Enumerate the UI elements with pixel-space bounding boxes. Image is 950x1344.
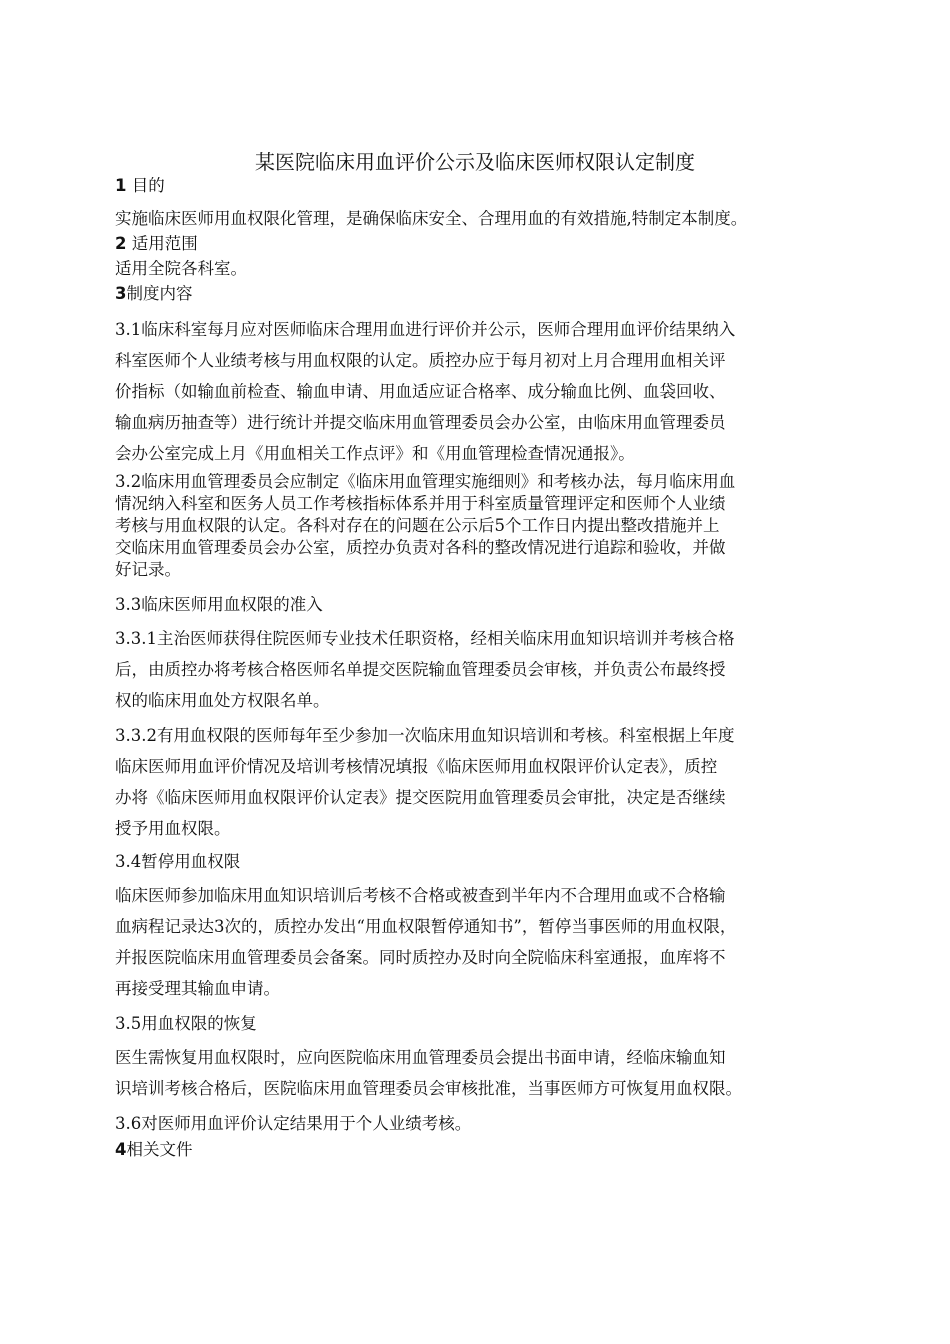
heading-3-3 bbox=[115, 593, 855, 617]
paragraph-line: 识培训考核合格后，医院临床用血管理委员会审核批准，当事医师方可恢复用血权限。 bbox=[115, 1079, 742, 1098]
paragraph-line: 好记录。 bbox=[115, 560, 181, 579]
paragraph-line: 3.6对医师用血评价认定结果用于个人业绩考核。 bbox=[115, 1114, 472, 1133]
paragraph-line: 3.3.1主治医师获得住院医师专业技术任职资格，经相关临床用血知识培训并考核合格 bbox=[115, 629, 735, 648]
paragraph-3-1 bbox=[115, 314, 855, 469]
paragraph-line: 交临床用血管理委员会办公室，质控办负责对各科的整改情况进行追踪和验收，并做 bbox=[115, 538, 726, 557]
section-2-heading bbox=[115, 232, 855, 256]
section-1-text bbox=[115, 206, 855, 232]
paragraph-line: 血病程记录达3次的，质控办发出“用血权限暂停通知书”，暂停当事医师的用血权限， bbox=[115, 917, 737, 936]
paragraph-3-4 bbox=[115, 880, 855, 1004]
paragraph-line: 科室医师个人业绩考核与用血权限的认定。质控办应于每月初对上月合理用血相关评 bbox=[115, 351, 726, 370]
paragraph-line: 适用全院各科室。 bbox=[115, 259, 247, 278]
paragraph-3-6 bbox=[115, 1110, 855, 1138]
paragraph-line: 权的临床用血处方权限名单。 bbox=[115, 691, 330, 710]
subsection-title: 3.5用血权限的恢复 bbox=[115, 1014, 257, 1033]
paragraph-line: 后，由质控办将考核合格医师名单提交医院输血管理委员会审核，并负责公布最终授 bbox=[115, 660, 726, 679]
section-title: 制度内容 bbox=[126, 284, 193, 303]
section-title: 相关文件 bbox=[126, 1140, 193, 1159]
paragraph-line: 3.1临床科室每月应对医师临床合理用血进行评价并公示，医师合理用血评价结果纳入 bbox=[115, 320, 736, 339]
paragraph-line: 3.3.2有用血权限的医师每年至少参加一次临床用血知识培训和考核。科室根据上年度 bbox=[115, 726, 735, 745]
paragraph-line: 办将《临床医师用血权限评价认定表》提交医院用血管理委员会审批，决定是否继续 bbox=[115, 788, 726, 807]
section-2-text bbox=[115, 256, 855, 282]
paragraph-line: 实施临床医师用血权限化管理，是确保临床安全、合理用血的有效措施,特制定本制度。 bbox=[115, 209, 748, 228]
section-3-heading bbox=[115, 282, 855, 308]
paragraph-line: 医生需恢复用血权限时，应向医院临床用血管理委员会提出书面申请，经临床输血知 bbox=[115, 1048, 726, 1067]
paragraph-line: 临床医师参加临床用血知识培训后考核不合格或被查到半年内不合理用血或不合格输 bbox=[115, 886, 726, 905]
section-number: 2 bbox=[115, 234, 127, 253]
section-number: 1 bbox=[115, 176, 127, 195]
paragraph-line: 3.2临床用血管理委员会应制定《临床用血管理实施细则》和考核办法，每月临床用血 bbox=[115, 472, 736, 491]
paragraph-line: 输血病历抽查等）进行统计并提交临床用血管理委员会办公室，由临床用血管理委员 bbox=[115, 413, 726, 432]
paragraph-3-2 bbox=[115, 471, 855, 581]
section-title: 目的 bbox=[126, 176, 165, 195]
section-title: 适用范围 bbox=[126, 234, 198, 253]
paragraph-3-3-2 bbox=[115, 720, 855, 844]
document-body bbox=[115, 174, 855, 1162]
subsection-title: 3.4暂停用血权限 bbox=[115, 852, 241, 871]
paragraph-line: 情况纳入科室和医务人员工作考核指标体系并用于科室质量管理评定和医师个人业绩 bbox=[115, 494, 726, 513]
section-1-heading bbox=[115, 174, 855, 198]
paragraph-line: 考核与用血权限的认定。各科对存在的问题在公示后5个工作日内提出整改措施并上 bbox=[115, 516, 720, 535]
heading-3-5 bbox=[115, 1010, 855, 1038]
subsection-title: 3.3临床医师用血权限的准入 bbox=[115, 595, 323, 614]
paragraph-line: 授予用血权限。 bbox=[115, 819, 231, 838]
paragraph-line: 再接受理其输血申请。 bbox=[115, 979, 280, 998]
paragraph-line: 临床医师用血评价情况及培训考核情况填报《临床医师用血权限评价认定表》，质控 bbox=[115, 757, 718, 776]
paragraph-line: 并报医院临床用血管理委员会备案。同时质控办及时向全院临床科室通报，血库将不 bbox=[115, 948, 726, 967]
section-number: 3 bbox=[115, 284, 127, 303]
paragraph-3-3-1 bbox=[115, 623, 855, 716]
heading-3-4 bbox=[115, 848, 855, 876]
paragraph-line: 会办公室完成上月《用血相关工作点评》和《用血管理检查情况通报》。 bbox=[115, 444, 635, 463]
paragraph-3-5 bbox=[115, 1042, 855, 1104]
paragraph-line: 价指标（如输血前检查、输血申请、用血适应证合格率、成分输血比例、血袋回收、 bbox=[115, 382, 726, 401]
section-4-heading bbox=[115, 1138, 855, 1162]
document-title: 某医院临床用血评价公示及临床医师权限认定制度 bbox=[255, 150, 695, 174]
section-number: 4 bbox=[115, 1140, 127, 1159]
